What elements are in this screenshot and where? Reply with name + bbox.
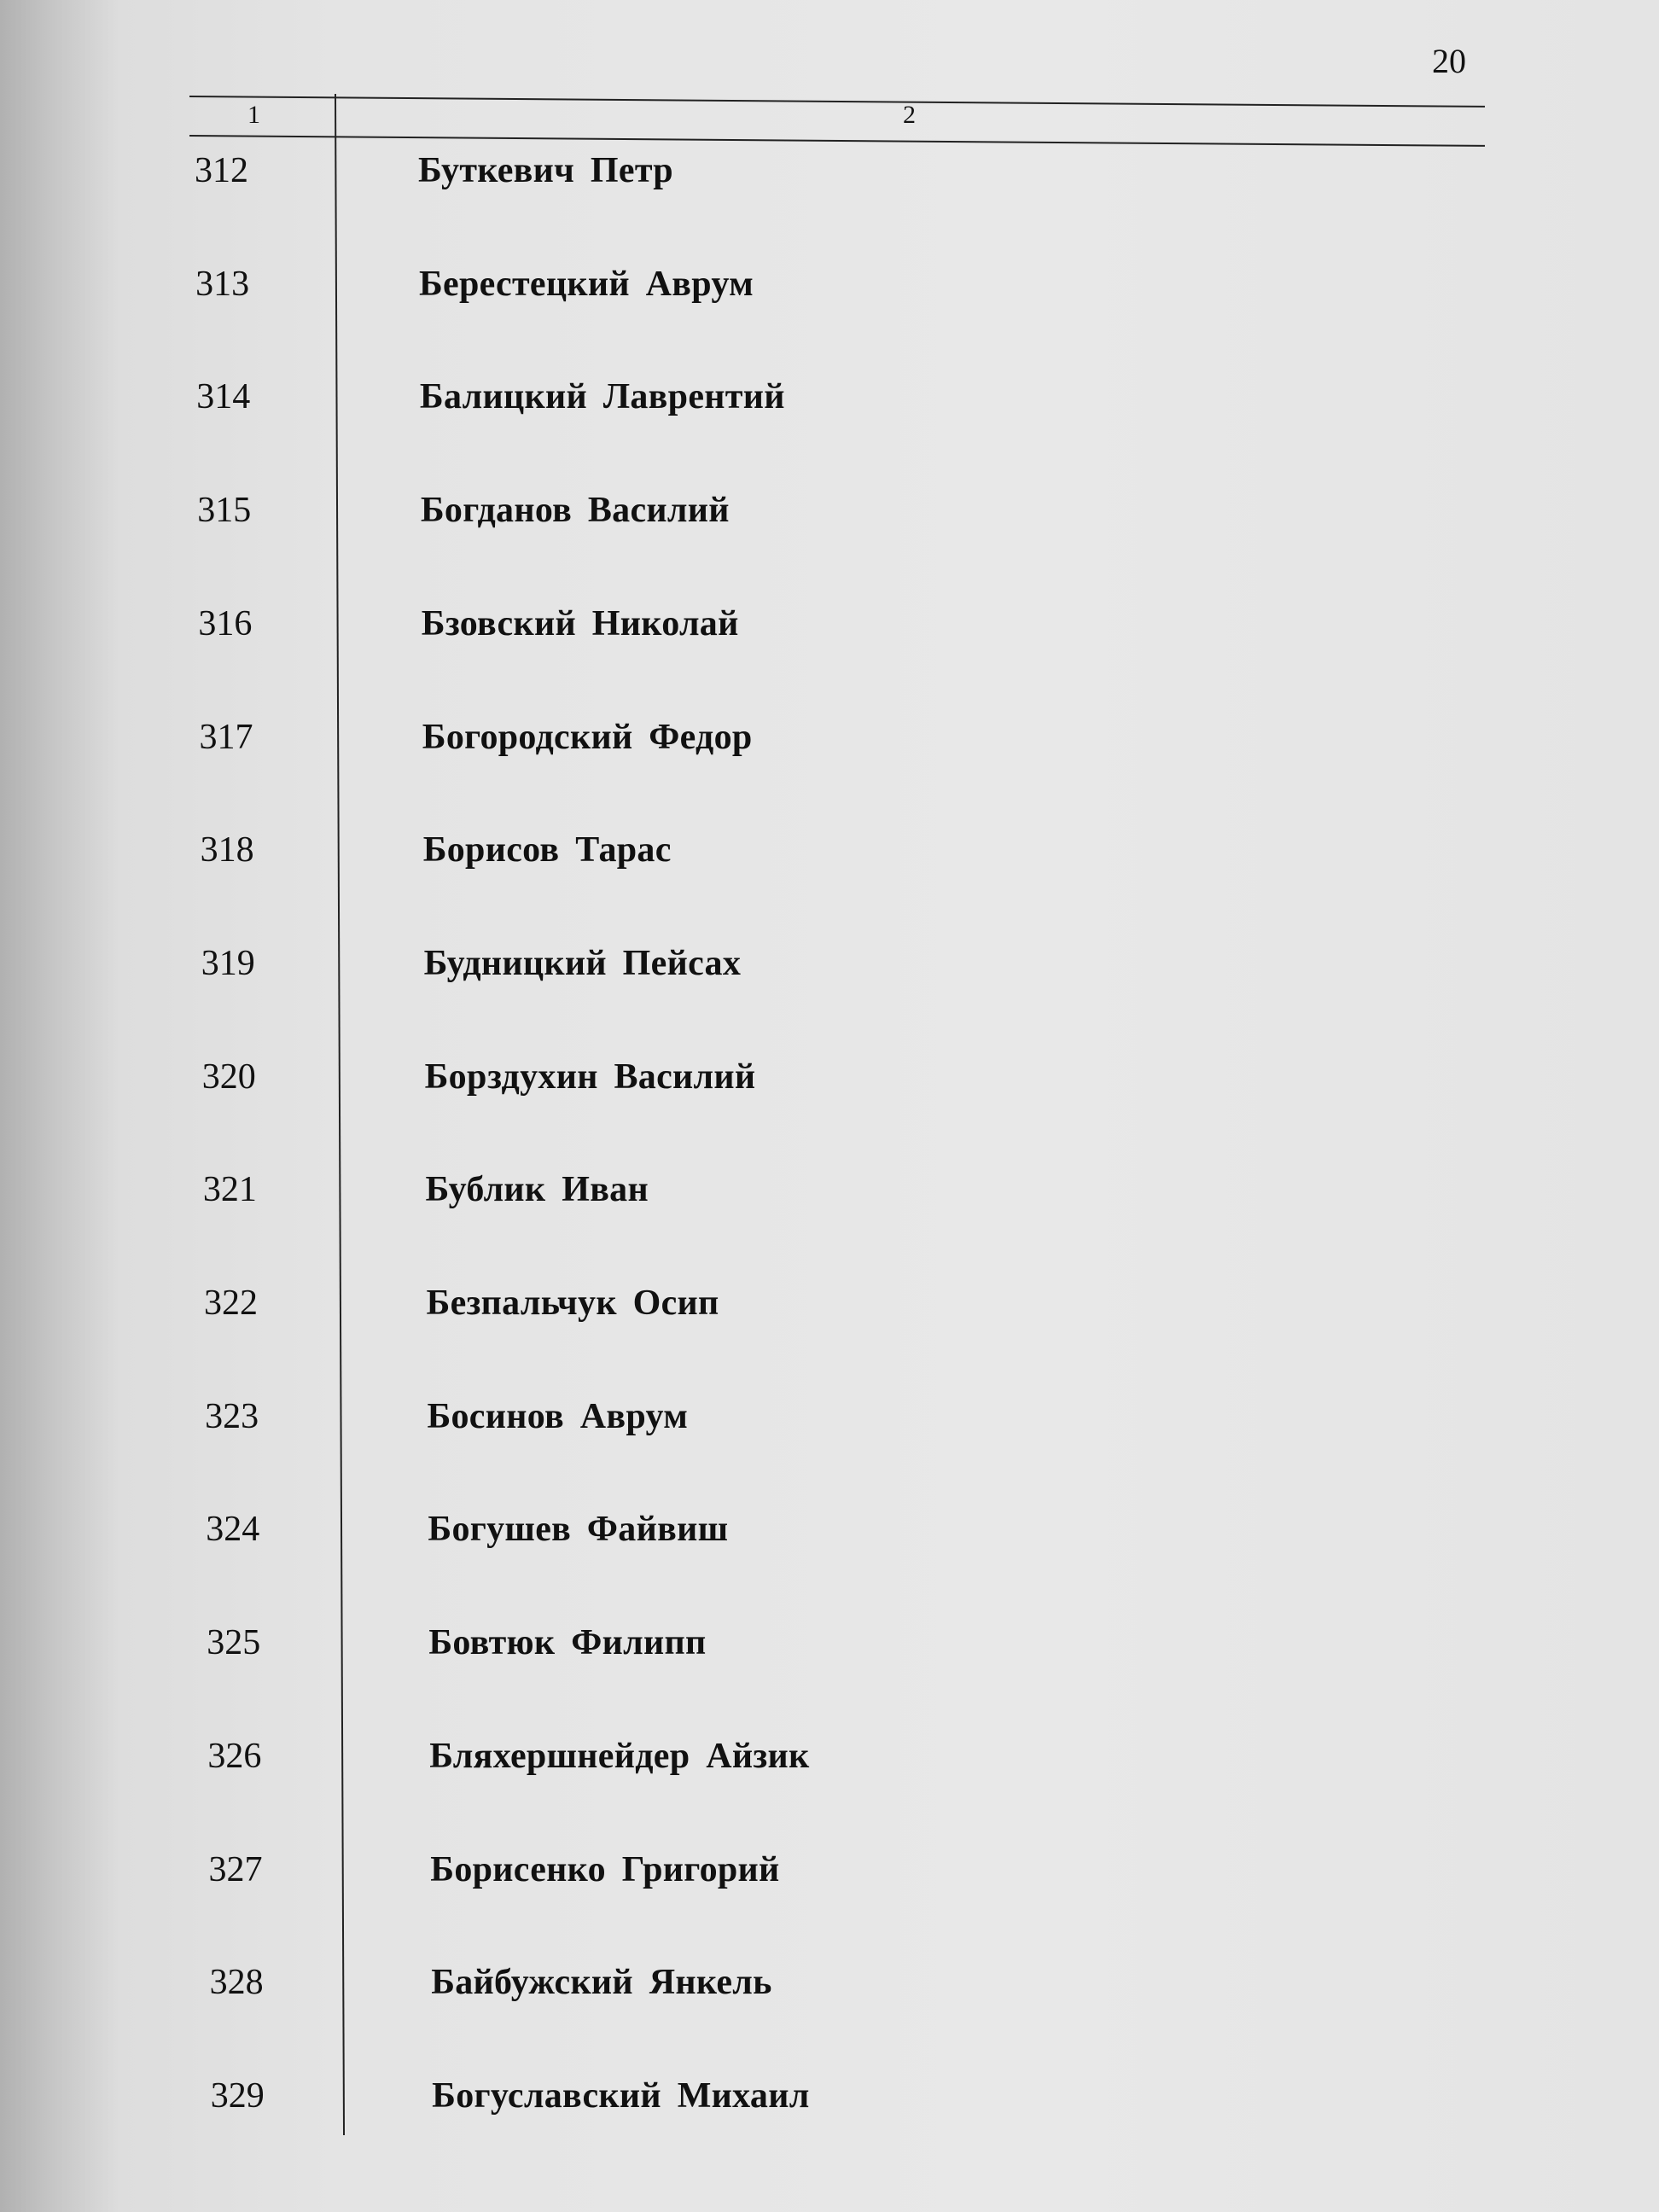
row-number: 313 xyxy=(195,264,250,304)
row-name: Бублик Иван xyxy=(425,1170,649,1210)
row-number: 312 xyxy=(195,151,248,190)
table-row xyxy=(0,938,939,989)
row-name: Берестецкий Аврум xyxy=(418,264,754,304)
row-number: 318 xyxy=(200,830,254,870)
row-number: 315 xyxy=(197,491,252,531)
table-row xyxy=(0,2070,939,2122)
row-number: 328 xyxy=(209,1963,264,2003)
row-name: Бляхершнейдер Айзик xyxy=(429,1736,810,1776)
row-name: Будницкий Пейсах xyxy=(423,943,742,983)
table-row xyxy=(0,259,939,310)
row-number: 321 xyxy=(202,1170,257,1210)
row-name: Безпальчук Осип xyxy=(426,1284,719,1323)
table-row xyxy=(0,145,939,196)
row-name: Борисенко Григорий xyxy=(430,1849,780,1889)
table-row xyxy=(0,371,939,422)
table-row xyxy=(0,485,939,536)
row-name: Балицкий Лаврентий xyxy=(419,377,785,417)
table-row xyxy=(0,1617,939,1668)
table-row xyxy=(0,1164,939,1215)
row-number: 329 xyxy=(210,2075,265,2116)
row-name: Босинов Аврум xyxy=(427,1396,689,1436)
row-name: Богданов Василий xyxy=(420,491,730,531)
table-row xyxy=(0,712,939,763)
row-number: 316 xyxy=(198,603,253,643)
row-name: Борздухин Василий xyxy=(424,1057,756,1097)
page-number: 20 xyxy=(1432,42,1466,80)
row-name: Бзовский Николай xyxy=(421,603,739,643)
row-name: Бовтюк Филипп xyxy=(428,1623,707,1663)
row-number: 322 xyxy=(204,1284,258,1323)
row-name: Богуславский Михаил xyxy=(432,2075,810,2116)
row-number: 325 xyxy=(207,1623,261,1663)
table-row xyxy=(0,1731,939,1782)
row-name: Байбужский Янкель xyxy=(431,1963,772,2003)
table-row xyxy=(0,1278,939,1329)
row-name: Богушев Файвиш xyxy=(428,1510,729,1550)
row-number: 314 xyxy=(196,377,251,417)
table-row xyxy=(0,1391,939,1442)
column-header-1: 1 xyxy=(247,101,260,129)
row-number: 317 xyxy=(199,717,253,757)
row-number: 319 xyxy=(201,943,255,983)
row-number: 327 xyxy=(208,1849,263,1889)
table-row xyxy=(0,1844,939,1895)
row-name: Буткевич Петр xyxy=(418,151,673,190)
table-row xyxy=(0,824,939,876)
row-number: 323 xyxy=(205,1396,259,1436)
column-header-2: 2 xyxy=(903,101,916,129)
table-row xyxy=(0,1504,939,1555)
row-number: 320 xyxy=(201,1057,256,1097)
row-name: Богородский Федор xyxy=(422,717,753,757)
row-name: Борисов Тарас xyxy=(422,830,672,870)
table-row xyxy=(0,598,939,649)
row-number: 326 xyxy=(207,1736,262,1776)
table-row xyxy=(0,1957,939,2008)
table-row xyxy=(0,1051,939,1103)
row-number: 324 xyxy=(206,1510,260,1550)
